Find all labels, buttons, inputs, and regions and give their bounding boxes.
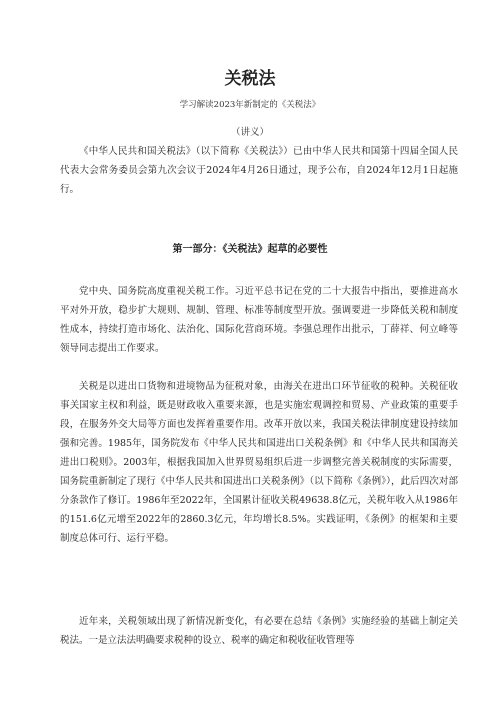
body-paragraph-2: 关税是以进出口货物和进境物品为征税对象，由海关在进出口环节征收的税种。关税征收事关国家主权和利益，既是财政收入重要来源，也是实施宏观调控和贸易、产业政策的重要手段，在服务外交大局等方面也发挥着重要作用。改革开放以来，我国关税法律制度建设持续加强和完善。1985年，国务院发布《中华人民共和国进出口关税条例》和《中华人民共和国海关进出口税则》。2003年，根据我国加入世界贸易组织后进一步调整完善关税制度的实际需要，国务院重新制定了现行《中华人民共和国进出口关税条例》（以下简称《条例》），此后四次对部分条款作了修订。1986年至2022年，全国累计征收关税49638.8亿元，关税年收入从1986年的151.6亿元增至2022年的2860.3亿元，年均增长8.5%。实践证明，《条例》的框架和主要制度总体可行、运行平稳。 [60, 381, 458, 544]
intro-paragraph: 《中华人民共和国关税法》（以下简称《关税法》）已由中华人民共和国第十四届全国人民代表大会常务委员会第九次会议于2024年4月26日通过，现予公布，自2024年12月1日起施行。 [60, 146, 458, 195]
lecture-label: （讲义） [230, 127, 269, 138]
body-paragraph-1: 党中央、国务院高度重视关税工作。习近平总书记在党的二十大报告中指出，要推进高水平对外开放，稳步扩大规则、规制、管理、标准等制度型开放。强调要进一步降低关税和制度性成本，持续打造市场化、法治化、国际化营商环境。李强总理作出批示，丁薛祥、何立峰等领导同志提出工作要求。 [60, 286, 458, 354]
body-paragraph-3: 近年来，关税领域出现了新情况新变化，有必要在总结《条例》实施经验的基础上制定关税法。一是立法法明确要求税种的设立、税率的确定和税收征收管理等 [60, 616, 458, 646]
document-title: 关税法 [224, 69, 276, 89]
document-subtitle: 学习解读2023年新制定的《关税法》 [179, 100, 321, 110]
section-title: 第一部分：《关税法》起草的必要性 [172, 244, 328, 255]
